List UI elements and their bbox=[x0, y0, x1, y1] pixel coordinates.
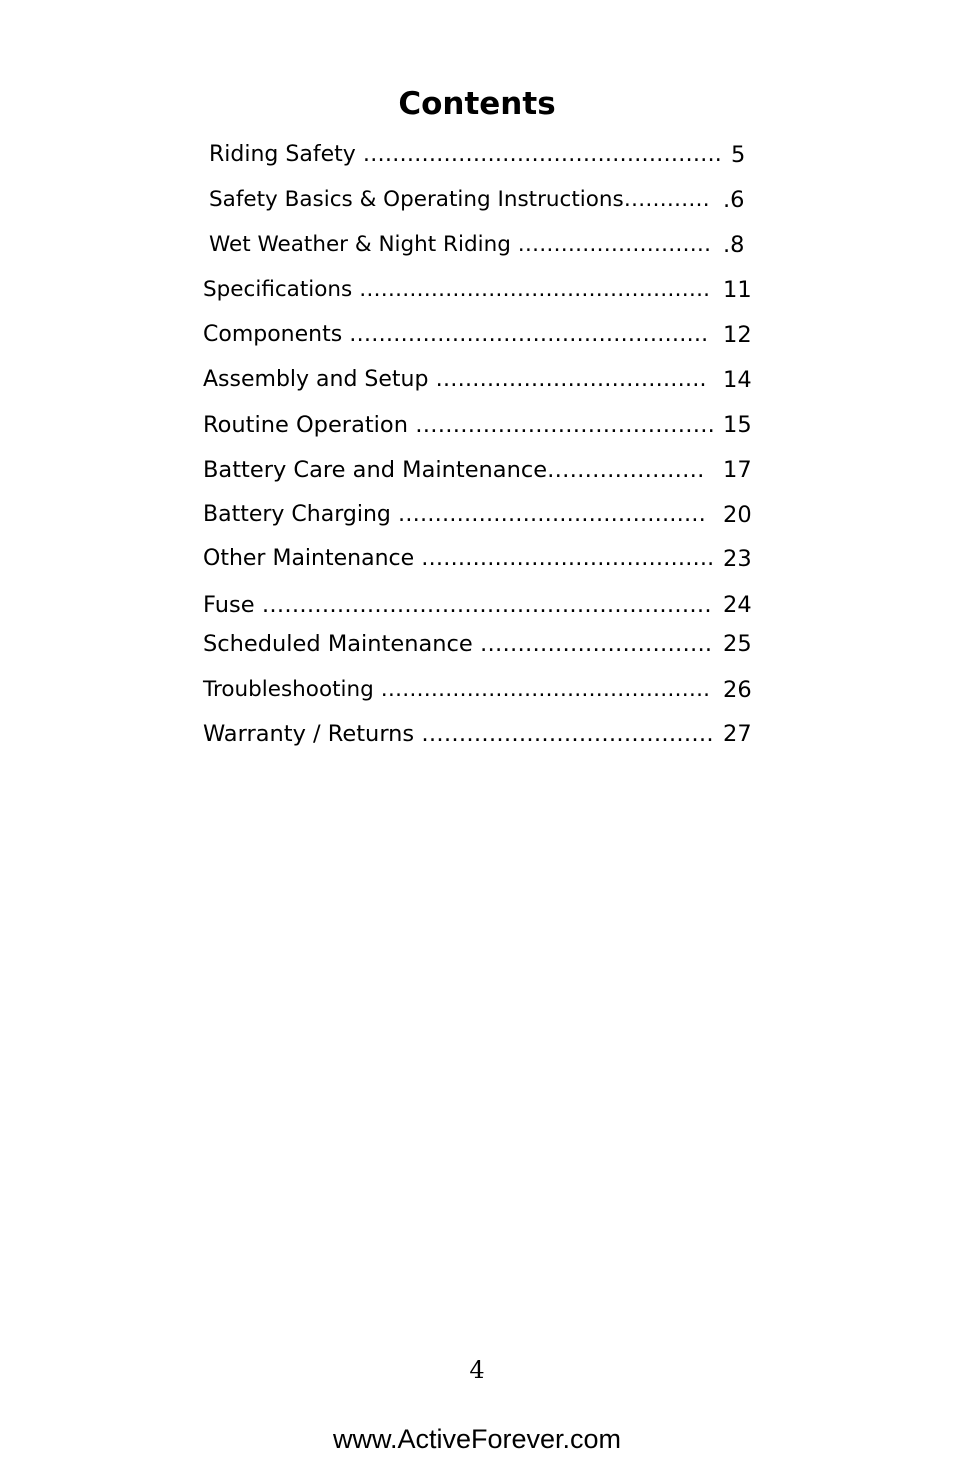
toc-entry-page: 11 bbox=[723, 277, 752, 303]
toc-entry-title: Troubleshooting ………………………………………. bbox=[203, 677, 710, 702]
footer-website-url: www.ActiveForever.com bbox=[332, 1424, 622, 1454]
toc-entry-page: 23 bbox=[723, 546, 752, 572]
toc-entry-page: .8 bbox=[723, 232, 745, 258]
toc-entry-title: Battery Charging …………………………………… bbox=[203, 502, 706, 527]
toc-entry-title: Riding Safety …………………………………………. bbox=[209, 142, 722, 167]
toc-entry-page: 17 bbox=[723, 457, 752, 483]
toc-entry-page: 14 bbox=[723, 367, 752, 393]
page-title: Contents bbox=[398, 86, 556, 122]
toc-entry-title: Assembly and Setup ………………………………. bbox=[203, 367, 707, 392]
toc-entry-title: Safety Basics & Operating Instructions………… bbox=[209, 187, 710, 212]
toc-entry-page: 24 bbox=[723, 592, 752, 618]
toc-entry-title: Components …………………………………………. bbox=[203, 322, 709, 347]
toc-entry-title: Wet Weather & Night Riding ……………………… bbox=[209, 232, 712, 257]
toc-entry-title: Battery Care and Maintenance………………… bbox=[203, 457, 705, 483]
toc-entry-title: Warranty / Returns ………………………………… bbox=[203, 721, 714, 747]
toc-entry-title: Other Maintenance …………………………………. bbox=[203, 546, 715, 571]
page-number: 4 bbox=[469, 1356, 485, 1384]
toc-entry-page: .6 bbox=[723, 187, 745, 213]
toc-entry-page: 27 bbox=[723, 721, 752, 747]
toc-entry-page: 25 bbox=[723, 631, 752, 657]
toc-entry-page: 5 bbox=[731, 142, 746, 168]
toc-entry-page: 26 bbox=[723, 677, 752, 703]
toc-entry-page: 12 bbox=[723, 322, 752, 348]
toc-entry-page: 15 bbox=[723, 412, 752, 438]
toc-entry-title: Scheduled Maintenance …………………………. bbox=[203, 631, 713, 657]
toc-entry-title: Routine Operation …………………………………. bbox=[203, 412, 715, 438]
toc-entry-title: Specifications …………………………………………. bbox=[203, 277, 710, 302]
toc-entry-title: Fuse …………………………………………………… bbox=[203, 592, 712, 618]
toc-entry-page: 20 bbox=[723, 502, 752, 528]
